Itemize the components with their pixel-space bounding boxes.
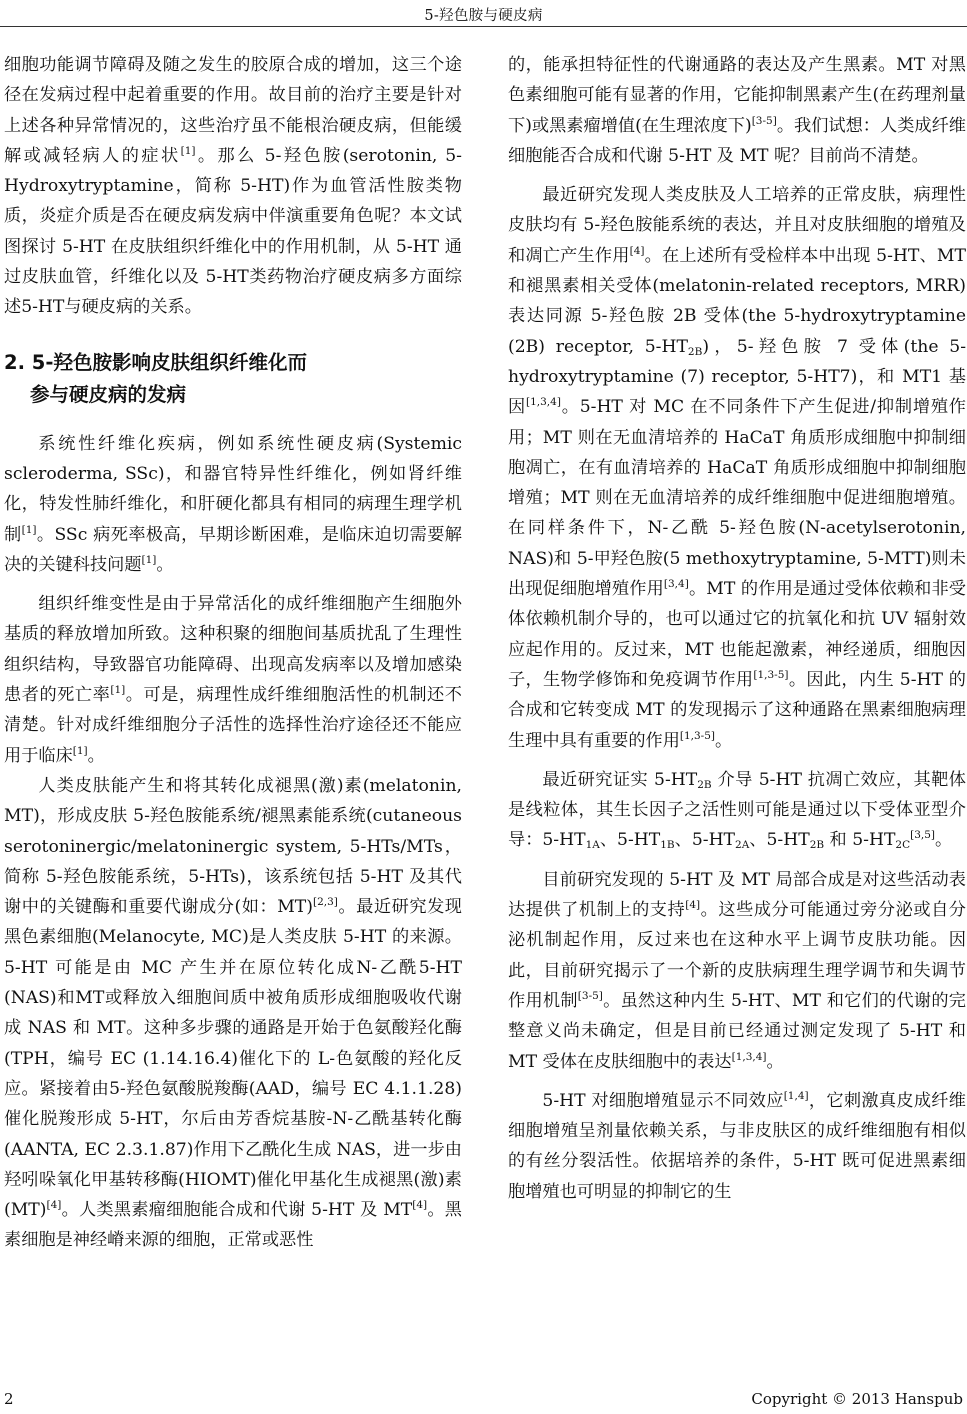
header-rule (0, 26, 967, 27)
citation: [4] (685, 899, 701, 912)
subscript: 2A (735, 839, 750, 852)
paragraph: 细胞功能调节障碍及随之发生的胶原合成的增加，这三个途径在发病过程中起着重要的作用。故目前的治疗主要是针对上述各种异常情况的，这些治疗虽不能根治硬皮病，但能缓解或减轻病人的症状[1]。那么 5-羟色胺(serotonin, 5-Hydroxytryptamine，简称 5-HT)作为血管活性胺类物质，炎症介质是否在硬皮病发病中伴演重要角色呢？本文试图探讨 5-HT 在皮肤组织纤维化中的作用机制，从 5-HT 通过皮肤血管，纤维化以及 5-HT类药物治疗硬皮病多方面综述5-HT与硬皮病的关系。 (4, 55, 462, 318)
citation: [4] (412, 1199, 428, 1212)
paragraph: 最近研究证实 $5-HT_{2B}$ 介导 5-HT 抗凋亡效应，其靶体是线粒体，其生长因子之活性则可能是通过以下受体亚型介导：$5-HT_{1A}$、$5-HT_{1B}$、$5-HT_{2A}$、$5-HT_{2B}$ 和 $5-HT_{2C}[3,5]$。 (508, 769, 966, 852)
paragraph: 最近研究发现人类皮肤及人工培养的正常皮肤，病理性皮肤均有 5-羟色胺能系统的表达，并且对皮肤细胞的增殖及和凋亡产生作用[4]。在上述所有受检样本中出现 5-HT、MT 和褪黑素相关受体(melatonin-related receptors, MRR)表达同源 5-羟色胺 2B 受体(the 5-hydroxytryptamine (2B) receptor, $5-HT_{2B}$)，5-羟色胺 7 受体(the 5-hydroxytryptamine (7) receptor, 5-HT7)，和 MT1 基因[1,3,4]。5-HT 对 MC 在不同条件下产生促进/抑制增殖作用；MT 则在无血清培养的 HaCaT 角质形成细胞中抑制细胞凋亡，在有血清培养的 HaCaT 角质形成细胞中抑制细胞增殖；MT 则在无血清培养的成纤维细胞中促进细胞增殖。在同样条件下，N-乙酰 5-羟色胺(N-acetylserotonin, NAS)和 5-甲羟色胺(5 methoxytryptamine, 5-MTT)则未出现促细胞增殖作用[3,4]。MT 的作用是通过受体依赖和非受体依赖机制介导的，也可以通过它的抗氧化和抗 UV 辐射效应起作用的。反过来，MT 也能起激素，神经递质，细胞因子，生物学修饰和免疫调节作用[1,3-5]。因此，内生 5-HT 的合成和它转变成 MT 的发现揭示了这种通路在黑素细胞病理生理中具有重要的作用[1,3-5]。 (508, 185, 966, 751)
section-title-line1: 5-羟色胺影响皮肤组织纤维化而 (31, 350, 307, 374)
citation: [1,3,4] (526, 396, 561, 409)
section-number: 2. (4, 350, 25, 374)
subscript: 2C (895, 839, 911, 852)
section-title-line2: 参与硬皮病的发病 (30, 382, 187, 406)
subscript: 2B (697, 778, 712, 791)
subscript: 2B (809, 839, 825, 852)
subscript: 1A (585, 839, 600, 852)
left-column (4, 50, 462, 1256)
citation: [1,3-5] (679, 729, 716, 742)
subscript: 1B (660, 839, 675, 852)
page-number: 2 (4, 1390, 14, 1408)
paragraph: 的，能承担特征性的代谢通路的表达及产生黑素。MT 对黑色素细胞可能有显著的作用，它能抑制黑素产生(在药理剂量下)或黑素瘤增值(在生理浓度下)[3-5]。我们试想：人类成纤维细胞能否合成和代谢 5-HT 及 MT 呢？目前尚不清楚。 (508, 55, 966, 166)
section-heading (4, 347, 462, 411)
paragraph: 人类皮肤能产生和将其转化成褪黑(激)素(melatonin, MT)，形成皮肤 5-羟色胺能系统/褪黑素能系统(cutaneous serotoninergic/melatoninergic system, 5-HTs/MTs，简称 5-羟色胺能系统，5-HTs)，该系统包括 5-HT 及其代谢中的关键酶和重要代谢成分(如：MT)[2,3]。最近研究发现黑色素细胞(Melanocyte, MC)是人类皮肤 5-HT 的来源。5-HT 可能是由 MC 产生并在原位转化成N-乙酰5-HT (NAS)和MT或释放入细胞间质中被角质形成细胞吸收代谢成 NAS 和 MT。这种多步骤的通路是开始于色氨酸羟化酶(TPH，编号 EC (1.14.16.4)催化下的 L-色氨酸的羟化反应。紧接着由5-羟色氨酸脱羧酶(AAD，编号 EC 4.1.1.28)催化脱羧形成 5-HT，尔后由芳香烷基胺-N-乙酰基转化酶(AANTA, EC 2.3.1.87)作用下乙酰化生成 NAS，进一步由羟吲哚氧化甲基转移酶(HIOMT)催化甲基化生成褪黑(激)素(MT)[4]。人类黑素瘤细胞能合成和代谢 5-HT 及 MT[4]。黑素细胞是神经嵴来源的细胞，正常或恶性 (4, 775, 462, 1251)
citation: [3-5] (577, 989, 603, 1002)
paragraph: 5-HT 对细胞增殖显示不同效应[1,4]，它刺激真皮成纤维细胞增殖呈剂量依赖关系，与非皮肤区的成纤维细胞有相似的有丝分裂活性。依据培养的条件，5-HT 既可促进黑素细胞增殖也可明显的抑制它的生 (508, 1089, 966, 1202)
paragraph: 组织纤维变性是由于异常活化的成纤维细胞产生细胞外基质的释放增加所致。这种积聚的细胞间基质扰乱了生理性组织结构，导致器官功能障碍、出现高发病率以及增加感染患者的死亡率[1]。可是，病理性成纤维细胞活性的机制还不清楚。针对成纤维细胞分子活性的选择性治疗途径还不能应用于临床[1]。 (4, 594, 462, 766)
right-column (508, 50, 966, 1207)
running-header: 5-羟色胺与硬皮病 (424, 8, 543, 24)
citation: [3,4] (663, 578, 689, 591)
citation: [1] (141, 553, 157, 566)
citation: [1,4] (783, 1089, 809, 1102)
citation: [3-5] (751, 114, 777, 127)
citation: [1,3-5] (753, 668, 789, 681)
citation: [2,3] (312, 896, 338, 909)
citation: [1] (180, 144, 196, 157)
paragraph: 目前研究发现的 5-HT 及 MT 局部合成是对这些活动表达提供了机制上的支持[4]。这些成分可能通过旁分泌或自分泌机制起作用，反过来也在这种水平上调节皮肤功能。因此，目前研究揭示了一个新的皮肤病理生理学调节和失调节作用机制[3-5]。虽然这种内生 5-HT、MT 和它们的代谢的完整意义尚未确定，但是目前已经通过测定发现了 5-HT 和 MT 受体在皮肤细胞中的表达[1,3,4]。 (508, 869, 966, 1072)
copyright-notice: Copyright © 2013 Hanspub (751, 1390, 963, 1408)
citation: [4] (46, 1199, 62, 1212)
citation: [1] (72, 744, 88, 757)
citation: [1] (110, 684, 126, 697)
paragraph: 系统性纤维化疾病，例如系统性硬皮病(Systemic scleroderma, SSc)，和器官特异性纤维化，例如肾纤维化，特发性肺纤维化，和肝硬化都具有相同的病理生理学机制[1]。SSc 病死率极高，早期诊断困难，是临床迫切需要解决的关键科技问题[1]。 (4, 433, 462, 575)
citation: [1,3,4] (731, 1050, 767, 1063)
citation: [4] (629, 244, 645, 257)
citation: [1] (21, 523, 37, 536)
subscript: 2B (687, 345, 703, 358)
citation: [3,5] (910, 829, 936, 842)
